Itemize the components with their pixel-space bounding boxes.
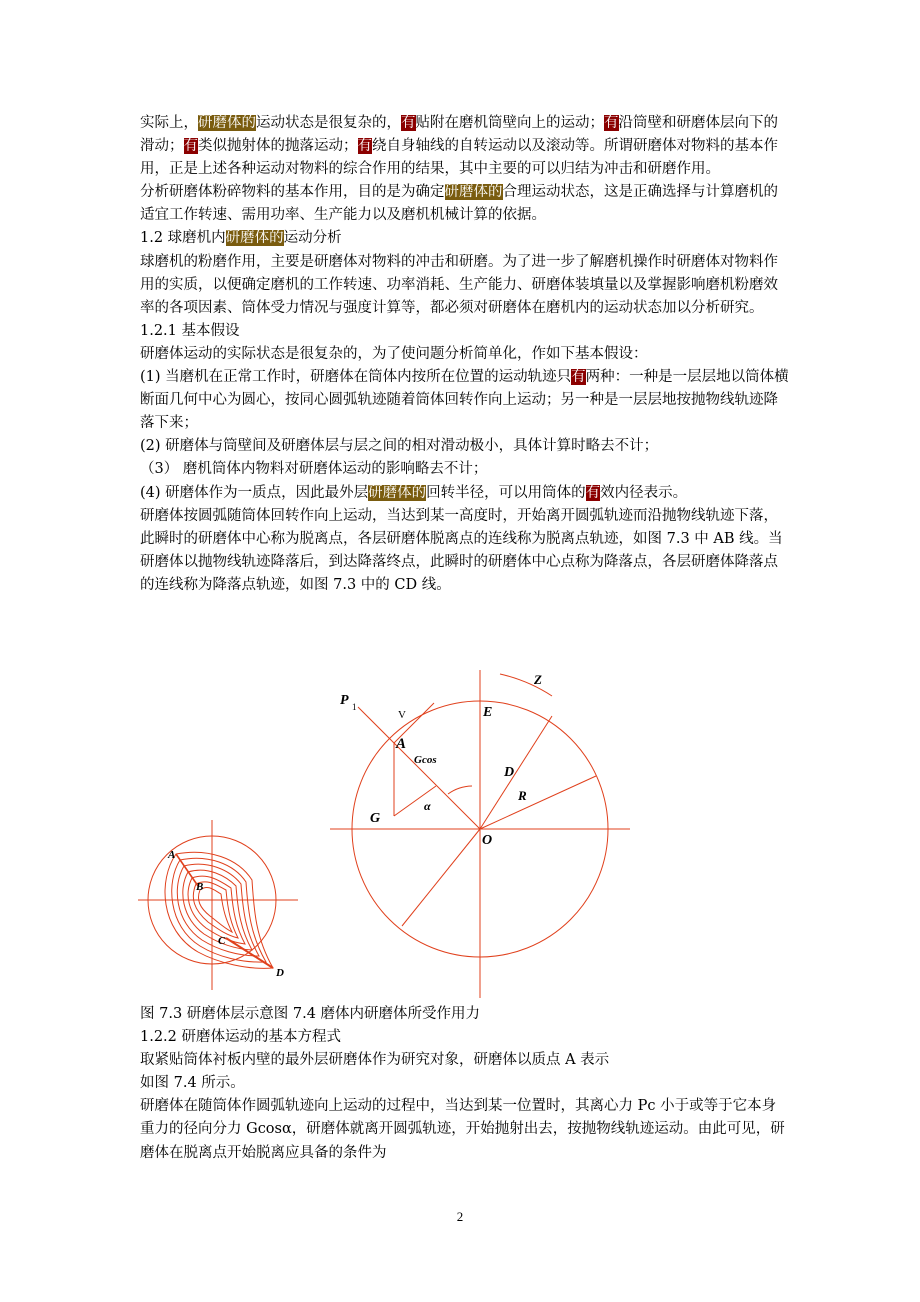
text-run: (2) 研磨体与筒壁间及研磨体层与层之间的相对滑动极小，具体计算时略去不计； xyxy=(140,438,659,455)
highlight-char: 有 xyxy=(357,138,372,155)
fig74-extension-to-p xyxy=(358,707,394,743)
fig74-label-p: P xyxy=(340,693,349,708)
para-assumption-3 xyxy=(140,458,790,481)
highlight-char: 有 xyxy=(401,115,416,131)
text-run: (4) 研磨体作为一质点，因此最外层 xyxy=(140,484,369,501)
text-run: 两种：一种是一层层地以筒体横断面几何中心为圆心，按同心圆弧轨迹随着筒体回转作向上运动；另一种是一层层地按抛物线轨迹降落下来； xyxy=(140,369,789,432)
highlight-char: 有 xyxy=(571,369,586,386)
fig73-label-b: B xyxy=(196,881,204,893)
fig73-label-d: D xyxy=(276,967,284,979)
text-run: 沿筒壁和研磨体层向下的滑动； xyxy=(140,115,778,155)
text-run: (1) 当磨机在正常工作时，研磨体在筒体内按所在位置的运动轨迹只 xyxy=(140,369,572,386)
page-number: 2 xyxy=(456,1209,464,1224)
text-run: 取紧贴筒体衬板内壁的最外层研磨体作为研究对象，研磨体以质点 A 表示 xyxy=(140,1052,610,1069)
text-run: 1.2 球磨机内 xyxy=(140,230,226,247)
para-condition xyxy=(140,1095,790,1164)
highlight-term: 研磨体的 xyxy=(444,184,503,201)
fig73-label-a: A xyxy=(168,849,176,861)
heading-1-2-2 xyxy=(140,1026,790,1049)
para-purpose xyxy=(140,181,790,227)
text-run: （3） 磨机筒体内物料对研磨体运动的影响略去不计； xyxy=(140,461,488,478)
text-run: 实际上， xyxy=(140,115,198,131)
fig74-label-z: Z xyxy=(534,672,542,687)
text-run: 球磨机的粉磨作用，主要是研磨体对物料的冲击和研磨。为了进一步了解磨机操作时研磨体对物料作用的实质，以便确定磨机的工作转速、功率消耗、生产能力、研磨体装填量以及掌握影响磨机粉磨效率的各项因素、筒体受力情况与强度计算等，都必须对研磨体在磨机内的运动状态加以分析研究。 xyxy=(140,253,778,316)
text-run: 如图 7.4 所示。 xyxy=(140,1075,245,1092)
text-run: 类似抛射体的抛落运动； xyxy=(198,138,358,155)
heading-1-2-1 xyxy=(140,320,790,343)
text-run: 1.2.1 基本假设 xyxy=(140,322,240,339)
highlight-char: 有 xyxy=(183,138,198,155)
figure-7-4-diagram xyxy=(330,666,630,998)
fig74-alpha-arc xyxy=(448,786,472,794)
highlight-char: 有 xyxy=(604,115,619,131)
para-assumption-4 xyxy=(140,482,790,505)
figure-7-3-diagram xyxy=(138,820,298,990)
para-object xyxy=(140,1049,790,1072)
para-assumption-intro xyxy=(140,343,790,366)
text-run: 贴附在磨机筒壁向上的运动； xyxy=(415,115,604,131)
text-run: 运动状态是很复杂的， xyxy=(256,115,401,131)
text-run: 运动分析 xyxy=(283,230,342,247)
fig74-label-e: E xyxy=(483,705,493,720)
highlight-term: 研磨体的 xyxy=(225,230,284,247)
text-run: 回转半径，可以用筒体的 xyxy=(426,484,586,501)
highlight-term: 研磨体的 xyxy=(198,115,256,131)
body-text-bottom xyxy=(140,1003,790,1165)
text-run: 绕自身轴线的自转运动以及滚动等。所谓研磨体对物料的基本作用，正是上述各种运动对物料的综合作用的结果，其中主要的可以归结为冲击和研磨作用。 xyxy=(140,138,778,178)
text-run: 研磨体运动的实际状态是很复杂的，为了使问题分析简单化，作如下基本假设： xyxy=(140,345,648,362)
fig74-label-v: V xyxy=(398,709,406,721)
body-text-top xyxy=(140,112,790,597)
fig74-label-gcos: Gcos xyxy=(414,754,437,766)
highlight-char: 有 xyxy=(585,484,601,501)
fig74-outer-arc xyxy=(500,674,552,696)
text-run: 图 7.3 研磨体层示意图 7.4 磨体内研磨体所受作用力 xyxy=(140,1006,481,1022)
heading-1-2 xyxy=(140,227,790,250)
text-run: 分析研磨体粉碎物料的基本作用，目的是为确定 xyxy=(140,184,445,201)
para-intro xyxy=(140,112,790,181)
para-fig-ref xyxy=(140,1072,790,1095)
para-ball-mill xyxy=(140,251,790,320)
text-run: 效内径表示。 xyxy=(600,484,688,501)
text-run: 研磨体在随筒体作圆弧轨迹向上运动的过程中，当达到某一位置时，其离心力 Pc 小于或等于它本身重力的径向分力 Gcosα，研磨体就离开圆弧轨迹，开始抛射出去，按抛物线轨迹运动。由此可见，研磨体在脱离点开始脱离应具备的条件为 xyxy=(140,1098,785,1161)
fig74-label-r: R xyxy=(518,788,527,803)
para-trajectory xyxy=(140,505,790,597)
highlight-term: 研磨体的 xyxy=(368,484,427,501)
fig74-label-o: O xyxy=(482,833,493,848)
para-assumption-1 xyxy=(140,366,790,435)
fig74-label-d: D xyxy=(504,765,515,780)
fig73-label-c: C xyxy=(218,935,226,947)
figure-caption xyxy=(140,1003,790,1026)
fig74-label-p-sub: 1 xyxy=(352,702,357,712)
text-run: 1.2.2 研磨体运动的基本方程式 xyxy=(140,1029,342,1046)
fig74-label-g: G xyxy=(370,811,381,826)
text-run: 合理运动状态，这是正确选择与计算磨机的适宜工作转速、需用功率、生产能力以及磨机机械计算的依据。 xyxy=(140,184,778,224)
fig74-radius-lower xyxy=(402,829,480,926)
para-assumption-2 xyxy=(140,435,790,458)
fig74-label-alpha: α xyxy=(424,799,431,813)
text-run: 研磨体按圆弧随筒体回转作向上运动，当达到某一高度时，开始离开圆弧轨迹而沿抛物线轨迹下落，此瞬时的研磨体中心称为脱离点，各层研磨体脱离点的连线称为脱离点轨迹，如图 7.3 中 AB 线。当研磨体以抛物线轨迹降落后，到达降落终点，此瞬时的研磨体中心点称为降落点，各层研磨体降落点的连线称为降落点轨迹，如图 7.3 中的 CD 线。 xyxy=(140,507,783,593)
fig74-label-a: A xyxy=(396,736,407,752)
